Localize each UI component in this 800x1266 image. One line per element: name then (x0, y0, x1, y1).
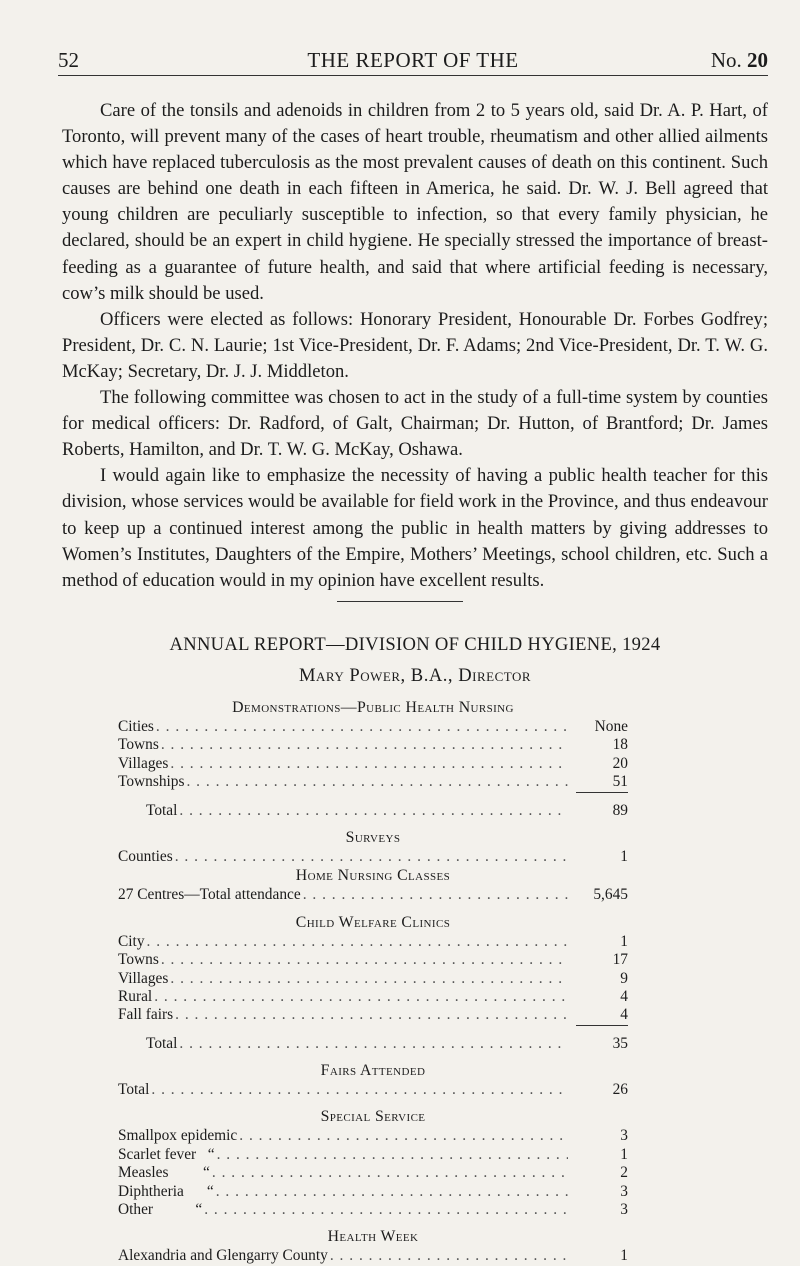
section-heading-surveys: Surveys (345, 828, 401, 846)
row-value: 4 (620, 1006, 628, 1024)
header-rule (58, 75, 768, 76)
row-label: Counties (118, 847, 173, 865)
table-row (118, 1006, 628, 1024)
row-label: Towns (118, 736, 159, 754)
row-label: 27 Centres—Total attendance (118, 886, 301, 904)
row-value: 1 (620, 1145, 628, 1163)
row-value: 3 (620, 1182, 628, 1200)
paragraph: Officers were elected as follows: Honorary President, Honourable Dr. Forbes Godfrey; President, Dr. C. N. Laurie; 1st Vice-President, Dr. F. Adams; 2nd Vice-President, Dr. T. W. G. McKay; Secretary, Dr. J. J. Middleton. (62, 308, 768, 382)
row-label: Diphtheria “ (118, 1182, 214, 1200)
row-value: 2 (620, 1164, 628, 1182)
total-row (118, 802, 628, 820)
issue-number (711, 48, 768, 73)
row-value: 1 (620, 1247, 628, 1265)
statistics-table (118, 698, 628, 1266)
table-row (118, 1164, 628, 1182)
running-title: THE REPORT OF THE (307, 48, 519, 72)
row-value: 1 (620, 932, 628, 950)
table-row (118, 933, 628, 951)
table-row (118, 773, 628, 791)
issue-value: 20 (747, 48, 768, 72)
table-row (118, 1183, 628, 1201)
page-header (58, 48, 768, 78)
report-director: Mary Power, B.A., Director (298, 665, 532, 686)
row-label: Cities (118, 718, 154, 735)
table-row (118, 970, 628, 988)
table-row (118, 886, 628, 904)
row-label: Townships (118, 773, 185, 791)
row-value: 3 (620, 1201, 628, 1219)
total-row (118, 1035, 628, 1053)
row-label: Total (118, 1081, 150, 1099)
row-label: Villages (118, 754, 169, 772)
table-row (118, 988, 628, 1006)
page-number: 52 (58, 48, 79, 72)
row-label: Villages (118, 969, 169, 987)
section-separator (337, 601, 463, 602)
row-label: Measles “ (118, 1164, 210, 1182)
table-row (118, 1247, 628, 1265)
section-heading-special-service: Special Service (320, 1108, 426, 1126)
table-row (118, 1201, 628, 1219)
row-value: 18 (612, 736, 628, 754)
section-heading-home-nursing: Home Nursing Classes (295, 867, 451, 885)
section-heading-fairs: Fairs Attended (320, 1062, 426, 1080)
table-row (118, 1127, 628, 1145)
section-heading-clinics: Child Welfare Clinics (295, 913, 451, 931)
table-row (118, 848, 628, 866)
paragraph: Care of the tonsils and adenoids in children from 2 to 5 years old, said Dr. A. P. Hart, of Toronto, will prevent many of the cases of heart trouble, rheumatism and other allied ailments which have replaced tuberculosis as the most prevalent causes of death on this continent. Such causes are behind one death in each fifteen in America, he said. Dr. W. J. Bell agreed that young children are peculiarly susceptible to infection, so that every family physician, he declared, should be an expert in child hygiene. He specially stressed the importance of breast-feeding as a guarantee of future health, and said that where artificial feeding is necessary, cow’s milk should be used. (62, 100, 768, 304)
row-value: 51 (612, 773, 628, 791)
section-heading-health-week: Health Week (327, 1228, 419, 1246)
section-heading-demonstrations: Demonstrations—Public Health Nursing (232, 699, 514, 716)
row-label: Scarlet fever “ (118, 1145, 215, 1163)
row-value: 17 (612, 951, 628, 969)
table-row (118, 951, 628, 969)
table-row (118, 1081, 628, 1099)
row-label: Other “ (118, 1201, 203, 1219)
table-row (118, 755, 628, 773)
table-row (118, 718, 628, 736)
row-value: 26 (612, 1081, 628, 1099)
row-label: Rural (118, 987, 153, 1005)
table-row (118, 736, 628, 754)
row-value: 1 (620, 847, 628, 865)
paragraph: The following committee was chosen to act in the study of a full-time system by counties for medical officers: Dr. Radford, of Galt, Chairman; Dr. Hutton, of Brantford; Dr. James Roberts, Hamilton, and Dr. T. W. G. McKay, Oshawa. (62, 387, 768, 461)
row-value: 9 (620, 969, 628, 987)
issue-prefix: No. (710, 48, 742, 72)
total-label: Total (146, 801, 178, 819)
row-label: City (118, 932, 145, 950)
report-title: ANNUAL REPORT—DIVISION OF CHILD HYGIENE, 1924 (169, 634, 661, 655)
paragraph: I would again like to emphasize the necessity of having a public health teacher for this division, whose services would be available for field work in the Province, and thus endeavour to keep up a continued interest among the public in health matters by giving addresses to Women’s Institutes, Daughters of the Empire, Mothers’ Meetings, school children, etc. Such a method of education would in my opinion have excellent results. (62, 465, 768, 591)
body-text (62, 98, 768, 594)
row-label: Fall fairs (118, 1006, 174, 1024)
total-label: Total (146, 1034, 178, 1052)
row-value: 20 (612, 754, 628, 772)
total-value: 89 (612, 801, 628, 819)
total-value: 35 (612, 1034, 628, 1052)
row-value: None (594, 718, 628, 735)
row-label: Towns (118, 951, 159, 969)
table-row (118, 1146, 628, 1164)
row-value: 3 (620, 1127, 628, 1145)
row-value: 5,645 (593, 886, 628, 904)
row-value: 4 (620, 987, 628, 1005)
row-label: Smallpox epidemic (118, 1127, 238, 1145)
row-label: Alexandria and Glengarry County (118, 1247, 328, 1265)
